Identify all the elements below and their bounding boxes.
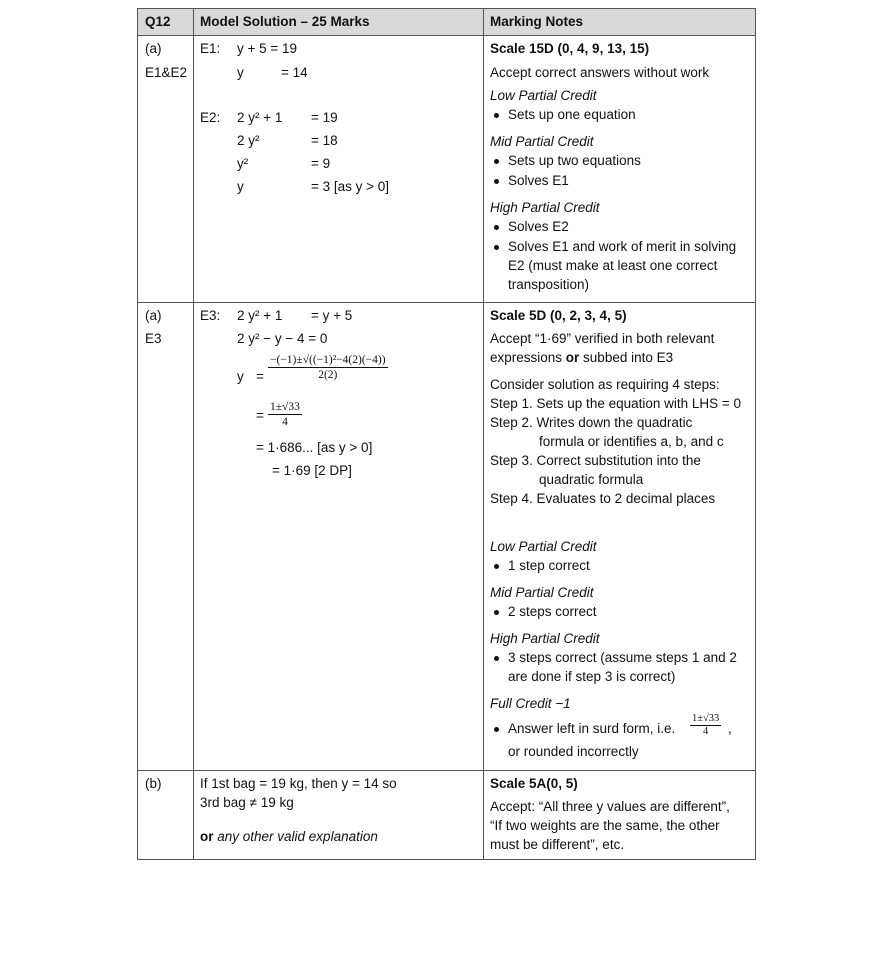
note-text: “If two weights are the same, the other <box>490 818 720 833</box>
note-text: Accept “1·69” verified in both relevant <box>490 331 715 346</box>
row-divider <box>138 302 755 303</box>
credit-heading: Full Credit −1 <box>490 696 571 711</box>
fraction-denominator: 4 <box>282 416 288 428</box>
header-question: Q12 <box>145 14 171 29</box>
bullet-icon <box>494 113 499 118</box>
fraction <box>268 353 388 382</box>
equation-lhs: 2 y² <box>237 133 260 148</box>
note-bullet-text: Solves E2 <box>508 219 569 234</box>
equation-equals: = <box>256 408 264 423</box>
equation-rhs: = 14 <box>281 65 308 80</box>
bullet-icon <box>494 159 499 164</box>
scale-heading: Scale 15D (0, 4, 9, 13, 15) <box>490 41 650 56</box>
fraction <box>268 400 302 429</box>
fraction-numerator: 1±√33 <box>270 401 300 413</box>
note-bullet-text: Answer left in surd form, i.e. <box>508 721 676 736</box>
equation-lhs: 2 y² + 1 <box>237 308 283 323</box>
equation-tag: E3: <box>200 308 221 323</box>
credit-heading: Mid Partial Credit <box>490 134 594 149</box>
equation-rhs: = 3 [as y > 0] <box>311 179 390 194</box>
bullet-icon <box>494 245 499 250</box>
note-bullet-text: E2 (must make at least one correct <box>508 258 718 273</box>
note-bullet-text: Solves E1 and work of merit in solving <box>508 239 737 254</box>
note-text: Accept: “All three y values are different”, <box>490 799 730 814</box>
step-text: formula or identifies a, b, and c <box>539 434 724 449</box>
equation-lhs: y <box>237 65 244 80</box>
equation-rhs: = 19 <box>311 110 338 125</box>
fraction-numerator: 1±√33 <box>692 713 720 724</box>
part-label: (a) <box>145 308 162 323</box>
bullet-icon <box>494 727 499 732</box>
step-text: Step 2. Writes down the quadratic <box>490 415 693 430</box>
step-text: quadratic formula <box>539 472 644 487</box>
note-bullet-text: 2 steps correct <box>508 604 597 619</box>
fraction-denominator: 2(2) <box>318 369 338 381</box>
bullet-icon <box>494 656 499 661</box>
equation-tag: E2: <box>200 110 221 125</box>
header-model-solution: Model Solution – 25 Marks <box>200 14 370 29</box>
equation-lhs: y <box>237 369 244 384</box>
solution-text: 3rd bag ≠ 19 kg <box>200 795 294 810</box>
part-sublabel: E1&E2 <box>145 65 188 80</box>
note-comma: , <box>728 721 732 736</box>
part-sublabel: E3 <box>145 331 162 346</box>
equation-lhs: y² <box>237 156 249 171</box>
step-text: Step 1. Sets up the equation with LHS = 0 <box>490 396 742 411</box>
solution-text <box>200 828 378 846</box>
note-bullet-text: Sets up one equation <box>508 107 636 122</box>
equation-tag: E1: <box>200 41 221 56</box>
header-marking-notes: Marking Notes <box>490 14 584 29</box>
note-text: must be different”, etc. <box>490 837 625 852</box>
part-label: (b) <box>145 776 162 791</box>
equation-line: y + 5 = 19 <box>237 41 298 56</box>
quadratic-formula <box>268 353 388 382</box>
surd-fraction <box>690 713 721 738</box>
column-divider <box>483 9 484 859</box>
fraction-numerator: −(−1)±√((−1)²−4(2)(−4)) <box>270 354 386 366</box>
note-bullet-text: or rounded incorrectly <box>508 744 639 759</box>
equation-line: = 1·686... [as y > 0] <box>256 440 373 455</box>
note-bullet-text: Solves E1 <box>508 173 569 188</box>
note-bullet-text: 1 step correct <box>508 558 590 573</box>
credit-heading: High Partial Credit <box>490 200 600 215</box>
credit-heading: Low Partial Credit <box>490 539 597 554</box>
note-text <box>490 349 673 367</box>
credit-heading: High Partial Credit <box>490 631 600 646</box>
note-bullet-text: are done if step 3 is correct) <box>508 669 676 684</box>
equation-line: 2 y² − y − 4 = 0 <box>237 331 328 346</box>
note-or: or <box>565 350 580 365</box>
equation-lhs: y <box>237 179 244 194</box>
step-text: Step 4. Evaluates to 2 decimal places <box>490 491 716 506</box>
column-divider <box>193 9 194 859</box>
bullet-icon <box>494 225 499 230</box>
surd-fraction <box>268 400 302 429</box>
equation-rhs: = 18 <box>311 133 338 148</box>
part-label: (a) <box>145 41 162 56</box>
credit-heading: Low Partial Credit <box>490 88 597 103</box>
bullet-icon <box>494 610 499 615</box>
equation-equals: = <box>256 369 264 384</box>
solution-text-part: any other valid explanation <box>213 829 378 844</box>
solution-text: If 1st bag = 19 kg, then y = 14 so <box>200 776 397 791</box>
credit-heading: Mid Partial Credit <box>490 585 594 600</box>
note-text: Consider solution as requiring 4 steps: <box>490 377 720 392</box>
solution-or: or <box>200 829 214 844</box>
step-text: Step 3. Correct substitution into the <box>490 453 701 468</box>
note-text-part: expressions <box>490 350 566 365</box>
equation-lhs: 2 y² + 1 <box>237 110 283 125</box>
row-divider <box>138 770 755 771</box>
note-text-part: subbed into E3 <box>579 350 674 365</box>
equation-rhs: = y + 5 <box>311 308 353 323</box>
note-text: Accept correct answers without work <box>490 65 710 80</box>
scale-heading: Scale 5D (0, 2, 3, 4, 5) <box>490 308 627 323</box>
bullet-icon <box>494 179 499 184</box>
fraction-denominator: 4 <box>703 726 709 737</box>
scale-heading: Scale 5A(0, 5) <box>490 776 578 791</box>
bullet-icon <box>494 564 499 569</box>
note-bullet-text: 3 steps correct (assume steps 1 and 2 <box>508 650 737 665</box>
row-divider <box>138 35 755 36</box>
note-bullet-text: transposition) <box>508 277 590 292</box>
equation-line: = 1·69 [2 DP] <box>272 463 352 478</box>
marking-scheme-table <box>137 8 756 860</box>
fraction <box>690 713 721 738</box>
note-bullet-text: Sets up two equations <box>508 153 641 168</box>
equation-rhs: = 9 <box>311 156 331 171</box>
